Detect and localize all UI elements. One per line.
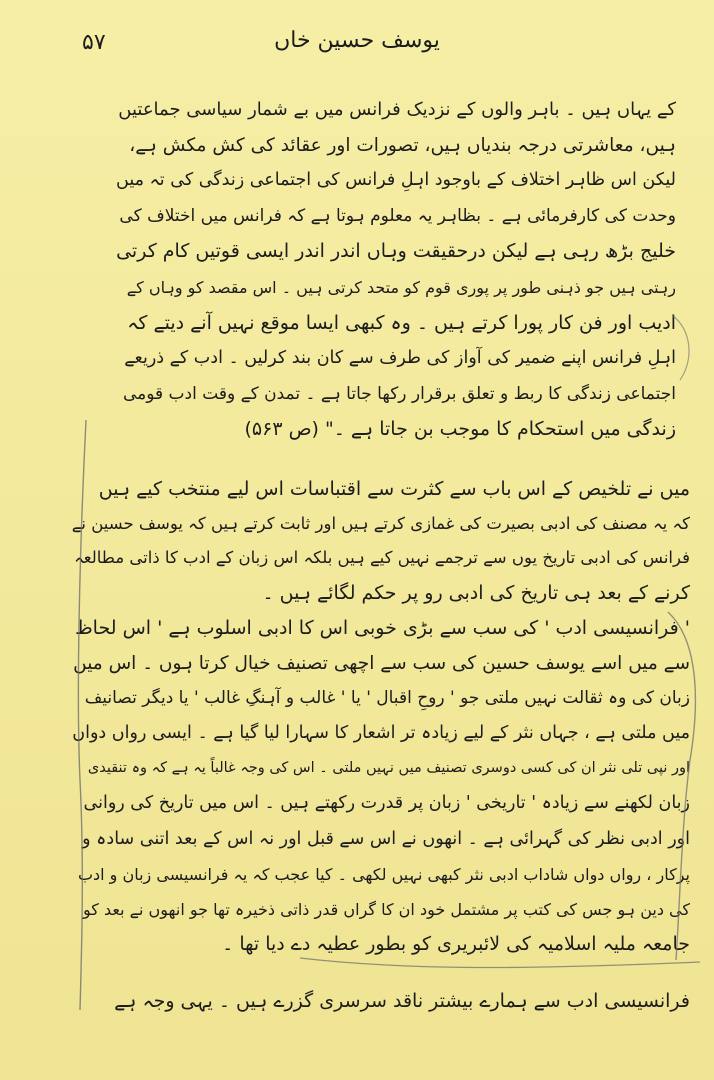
paragraph-2 [70, 611, 690, 962]
text-line: کی دین ہو جس کی کتب پر مشتمل خود ان کا گراں قدر ذاتی ذخیرہ تھا جو انھوں نے بعد کو [82, 899, 690, 919]
text-line: زبان لکھنے سے زیادہ ' تاریخی ' زبان پر قدرت رکھتے ہیں ۔ اس میں تاریخ کی روانی [83, 793, 690, 814]
text-line: اجتماعی زندگی کا ربط و تعلق برقرار رکھا جاتا ہے ۔ تمدن کے وقت ادب قومی [122, 383, 676, 404]
text-line: میں ملتی ہے ، جہاں نثر کے لیے زیادہ تر اشعار کا سہارا لیا گیا ہے ۔ ایسی رواں دواں [72, 723, 690, 744]
text-line: اہلِ فرانس اپنے ضمیر کی آواز کی طرف سے کان بند کرلیں ۔ ادب کے ذریعے [124, 348, 676, 369]
text-line: اور ادبی نظر کی گہرائی ہے ۔ انھوں نے اس سے قبل اور نہ اس کے بعد اتنی سادہ و [82, 828, 690, 849]
text-line: کہ یہ مصنف کی ادبی بصیرت کی غمازی کرتے ہیں اور ثابت کرتے ہیں کہ یوسف حسین نے [71, 513, 690, 533]
page-number: ۵۷ [82, 30, 106, 55]
text-line: ہیں، معاشرتی درجہ بندیاں ہیں، تصورات اور عقائد کی کش مکش ہے، [129, 134, 676, 156]
text-line: وحدت کی کارفرمائی ہے ۔ بظاہر یہ معلوم ہوتا ہے کہ فرانس میں اختلاف کی [119, 205, 676, 226]
paragraph-1 [70, 472, 690, 610]
text-line: سے میں اسے یوسف حسین کی سب سے اچھی تصنیف خیال کرتا ہوں ۔ اس میں [73, 653, 690, 675]
text-line: جامعہ ملیہ اسلامیہ کی لائبریری کو بطور عطیہ دے دیا تھا ۔ [222, 932, 690, 955]
text-line: لیکن اس ظاہر اختلاف کے باوجود اہلِ فرانس کی اجتماعی زندگی کی تہ میں [116, 170, 676, 191]
text-line: اور نپی تلی نثر ان کی کسی دوسری تصنیف میں نہیں ملتی ۔ اس کی وجہ غالباً یہ ہے کہ وہ تنقیدی [87, 760, 690, 777]
paragraph-3 [70, 984, 690, 1018]
text-line: فرانسیسی ادب سے ہمارے بیشتر ناقد سرسری گزرے ہیں ۔ یہی وجہ ہے [114, 990, 690, 1012]
text-line: زندگی میں استحکام کا موجب بن جاتا ہے ۔" (ص ۵۶۳) [244, 418, 676, 441]
text-line: خلیج بڑھ رہی ہے لیکن درحقیقت وہاں اندر اندر ایسی قوتیں کام کرتی [116, 240, 676, 263]
text-line: ' فرانسیسی ادب ' کی سب سے بڑی خوبی اس کا ادبی اسلوب ہے ' اس لحاظ [75, 617, 690, 639]
text-line: ادیب اور فن کار پورا کرتے ہیں ۔ وہ کبھی ایسا موقع نہیں آنے دیتے کہ [127, 311, 676, 334]
quoted-passage [116, 92, 676, 448]
text-line: پرکار ، رواں دواں شاداب ادبی نثر کبھی نہیں لکھی ۔ کیا عجب کہ یہ فرانسیسی زبان و ادب [77, 864, 690, 884]
text-line: رہتی ہیں جو ذہنی طور پر پوری قوم کو متحد کرتی ہیں ۔ اس مقصد کو وہاں کے [126, 277, 676, 297]
text-line: میں نے تلخیص کے اس باب سے کثرت سے اقتباسات اس لیے منتخب کیے ہیں [98, 478, 690, 500]
text-line: کرنے کے بعد ہی تاریخ کی ادبی رو پر حکم لگائے ہیں ۔ [262, 581, 690, 604]
running-title: یوسف حسین خاں [274, 28, 440, 53]
text-line: کے یہاں ہیں ۔ باہر والوں کے نزدیک فرانس میں بے شمار سیاسی جماعتیں [118, 99, 676, 120]
text-line: زبان کی وہ ثقالت نہیں ملتی جو ' روحِ اقبال ' یا ' غالب و آہنگِ غالب ' یا دیگر تصانیف [84, 688, 690, 709]
text-line: فرانس کی ادبی تاریخ یوں سے ترجمے نہیں کیے ہیں بلکہ اس زبان کے ادب کا ذاتی مطالعہ [74, 548, 690, 568]
